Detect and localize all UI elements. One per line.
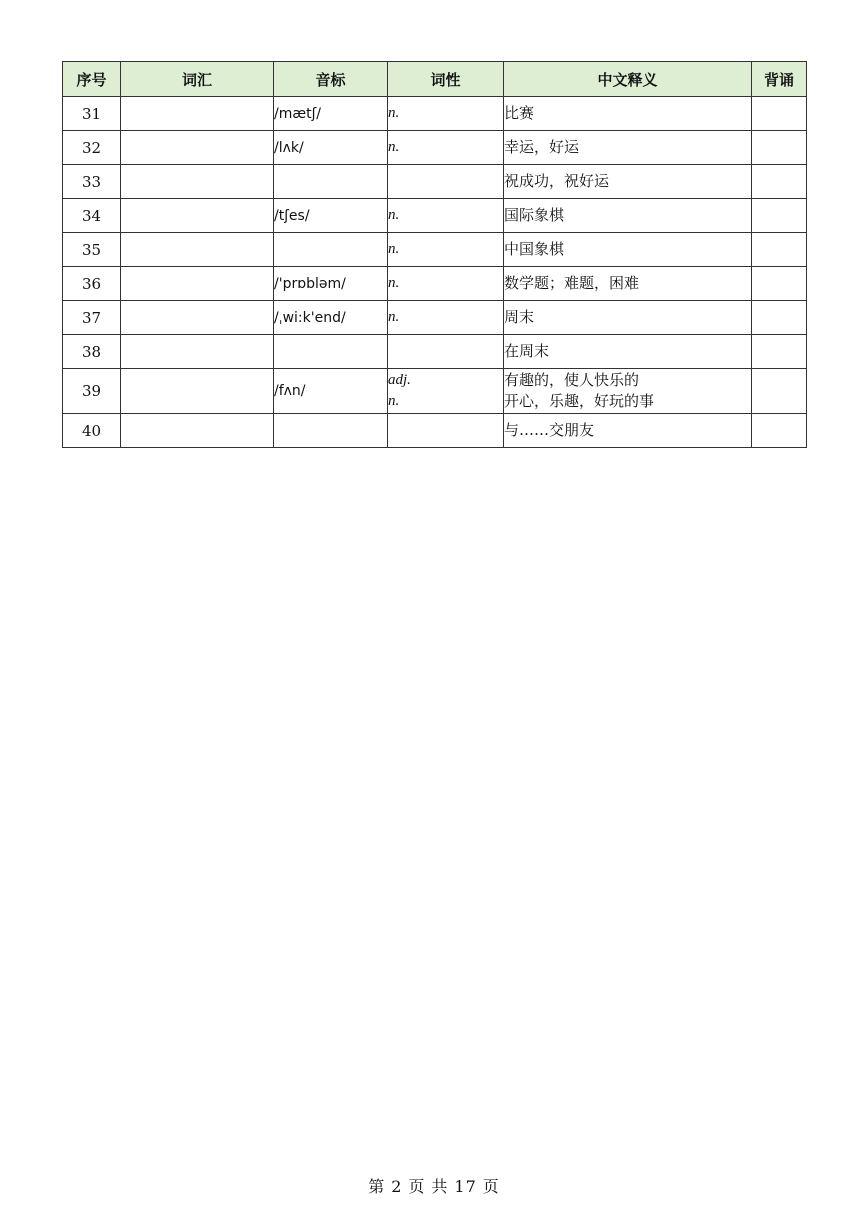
meaning-cell bbox=[504, 301, 752, 335]
footer-total-pages: 17 bbox=[454, 1177, 477, 1196]
meaning-line: 幸运，好运 bbox=[504, 138, 580, 156]
word-cell[interactable] bbox=[121, 131, 274, 165]
meaning-cell bbox=[504, 199, 752, 233]
meaning-line: 国际象棋 bbox=[504, 206, 565, 224]
header-word: 词汇 bbox=[121, 62, 274, 97]
phonetic-cell: /ˌwi:k'end/ bbox=[274, 301, 388, 335]
part-of-speech-cell bbox=[388, 267, 504, 301]
word-cell[interactable] bbox=[121, 369, 274, 414]
part-of-speech-cell bbox=[388, 369, 504, 414]
meaning-cell bbox=[504, 335, 752, 369]
phonetic-cell bbox=[274, 233, 388, 267]
phonetic-cell bbox=[274, 414, 388, 448]
meaning-line: 与……交朋友 bbox=[504, 421, 595, 439]
meaning-cell bbox=[504, 233, 752, 267]
recite-cell[interactable] bbox=[752, 165, 807, 199]
row-number: 36 bbox=[63, 267, 121, 301]
page-footer bbox=[0, 1174, 868, 1197]
word-cell[interactable] bbox=[121, 335, 274, 369]
part-of-speech: n. bbox=[388, 309, 400, 325]
word-cell[interactable] bbox=[121, 233, 274, 267]
row-number: 40 bbox=[63, 414, 121, 448]
row-number: 37 bbox=[63, 301, 121, 335]
meaning-cell bbox=[504, 131, 752, 165]
recite-cell[interactable] bbox=[752, 233, 807, 267]
part-of-speech-cell bbox=[388, 301, 504, 335]
table-row bbox=[63, 414, 807, 448]
part-of-speech-cell bbox=[388, 335, 504, 369]
meaning-cell bbox=[504, 369, 752, 414]
part-of-speech: n. bbox=[388, 207, 400, 223]
word-cell[interactable] bbox=[121, 97, 274, 131]
table-row bbox=[63, 369, 807, 414]
footer-current-page: 2 bbox=[391, 1177, 403, 1196]
row-number: 35 bbox=[63, 233, 121, 267]
meaning-cell bbox=[504, 165, 752, 199]
part-of-speech: n. bbox=[388, 241, 400, 257]
table-row bbox=[63, 97, 807, 131]
word-cell[interactable] bbox=[121, 301, 274, 335]
recite-cell[interactable] bbox=[752, 267, 807, 301]
meaning-line: 在周末 bbox=[504, 342, 550, 360]
footer-gong: 共 bbox=[431, 1177, 449, 1196]
part-of-speech: n. bbox=[388, 139, 400, 155]
word-cell[interactable] bbox=[121, 165, 274, 199]
phonetic-cell: /tʃes/ bbox=[274, 199, 388, 233]
table-row bbox=[63, 199, 807, 233]
phonetic-cell bbox=[274, 335, 388, 369]
meaning-line: 祝成功，祝好运 bbox=[504, 172, 610, 190]
row-number: 39 bbox=[63, 369, 121, 414]
meaning-line: 比赛 bbox=[504, 104, 535, 122]
recite-cell[interactable] bbox=[752, 131, 807, 165]
row-number: 34 bbox=[63, 199, 121, 233]
table-body bbox=[63, 97, 807, 448]
meaning-line: 有趣的，使人快乐的 bbox=[504, 371, 640, 389]
table-row bbox=[63, 131, 807, 165]
header-phonetic: 音标 bbox=[274, 62, 388, 97]
vocabulary-table bbox=[62, 61, 807, 448]
header-recite: 背诵 bbox=[752, 62, 807, 97]
part-of-speech: n. bbox=[388, 105, 400, 121]
part-of-speech-cell bbox=[388, 233, 504, 267]
footer-ye-end: 页 bbox=[482, 1177, 500, 1196]
table-row bbox=[63, 233, 807, 267]
word-cell[interactable] bbox=[121, 267, 274, 301]
part-of-speech-cell bbox=[388, 131, 504, 165]
row-number: 38 bbox=[63, 335, 121, 369]
phonetic-cell: /mætʃ/ bbox=[274, 97, 388, 131]
meaning-line: 数学题；难题，困难 bbox=[504, 274, 640, 292]
part-of-speech-cell bbox=[388, 199, 504, 233]
header-pos: 词性 bbox=[388, 62, 504, 97]
phonetic-cell: /lʌk/ bbox=[274, 131, 388, 165]
recite-cell[interactable] bbox=[752, 369, 807, 414]
recite-cell[interactable] bbox=[752, 335, 807, 369]
part-of-speech: n. bbox=[388, 393, 400, 409]
meaning-line: 中国象棋 bbox=[504, 240, 565, 258]
table-row bbox=[63, 267, 807, 301]
header-meaning: 中文释义 bbox=[504, 62, 752, 97]
part-of-speech: adj. bbox=[388, 372, 411, 388]
phonetic-cell bbox=[274, 165, 388, 199]
meaning-line: 开心，乐趣，好玩的事 bbox=[504, 392, 655, 410]
meaning-cell bbox=[504, 414, 752, 448]
row-number: 32 bbox=[63, 131, 121, 165]
phonetic-cell: /'prɒbləm/ bbox=[274, 267, 388, 301]
part-of-speech-cell bbox=[388, 414, 504, 448]
footer-di: 第 bbox=[368, 1177, 386, 1196]
phonetic-cell: /fʌn/ bbox=[274, 369, 388, 414]
part-of-speech-cell bbox=[388, 165, 504, 199]
header-num: 序号 bbox=[63, 62, 121, 97]
meaning-cell bbox=[504, 267, 752, 301]
word-cell[interactable] bbox=[121, 199, 274, 233]
table-row bbox=[63, 165, 807, 199]
part-of-speech: n. bbox=[388, 275, 400, 291]
row-number: 33 bbox=[63, 165, 121, 199]
meaning-cell bbox=[504, 97, 752, 131]
recite-cell[interactable] bbox=[752, 414, 807, 448]
row-number: 31 bbox=[63, 97, 121, 131]
part-of-speech-cell bbox=[388, 97, 504, 131]
recite-cell[interactable] bbox=[752, 97, 807, 131]
recite-cell[interactable] bbox=[752, 301, 807, 335]
word-cell[interactable] bbox=[121, 414, 274, 448]
table-header-row bbox=[63, 62, 807, 97]
meaning-line: 周末 bbox=[504, 308, 535, 326]
recite-cell[interactable] bbox=[752, 199, 807, 233]
table-row bbox=[63, 335, 807, 369]
footer-ye: 页 bbox=[408, 1177, 426, 1196]
table-row bbox=[63, 301, 807, 335]
